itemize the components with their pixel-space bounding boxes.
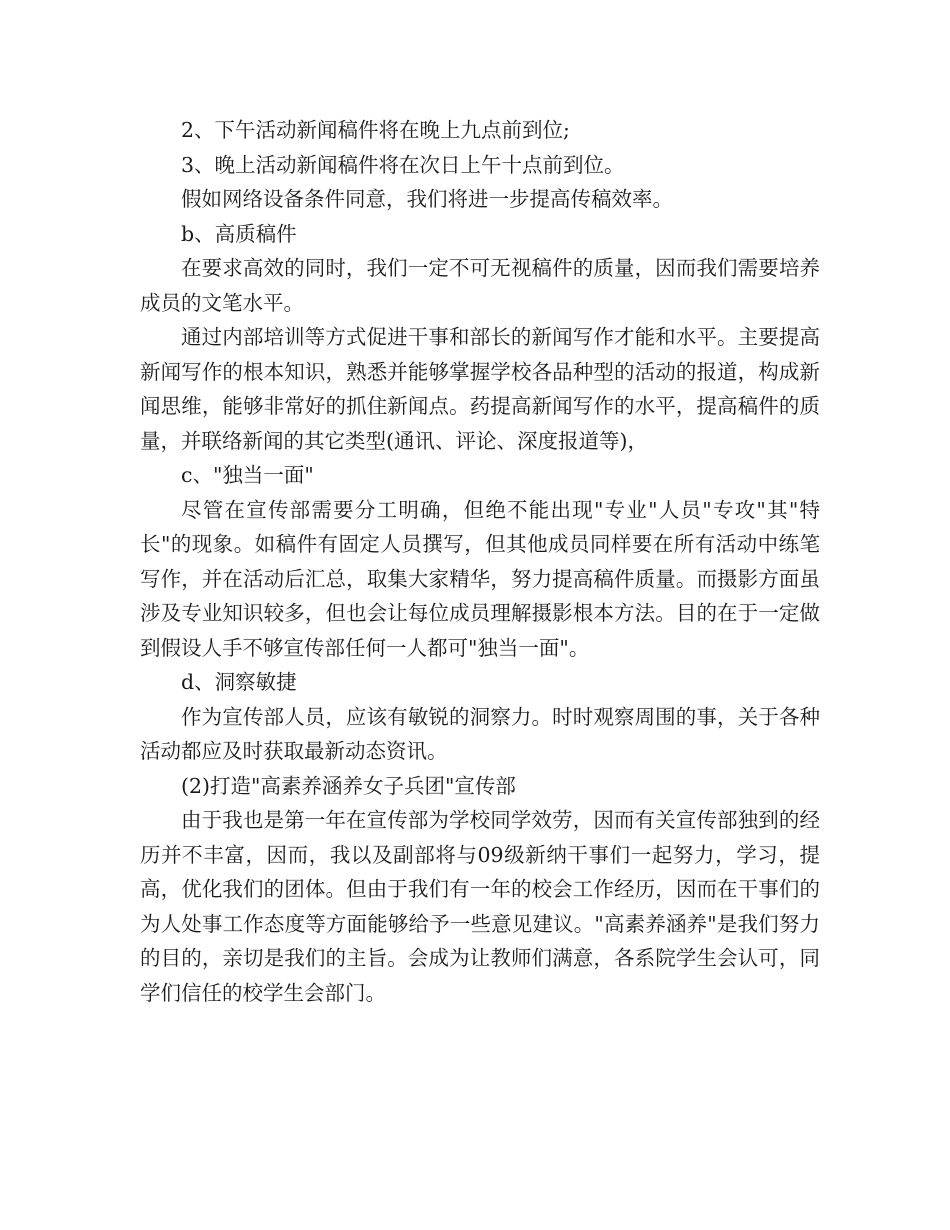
heading-insight: d、洞察敏捷 xyxy=(181,670,297,694)
paragraph-quality-requirement: 在要求高效的同时，我们一定不可无视稿件的质量，因而我们需要培养成员的文笔水平。 xyxy=(140,256,820,315)
heading-independent: c、"独当一面" xyxy=(181,463,314,487)
paragraph-insight: 作为宣传部人员，应该有敏锐的洞察力。时时观察周围的事，关于各种活动都应及时获取最新动态资讯。 xyxy=(140,704,820,763)
heading-build-department: (2)打造"高素养涵养女子兵团"宣传部 xyxy=(181,773,516,798)
paragraph-training: 通过内部培训等方式促进干事和部长的新闻写作才能和水平。主要提高新闻写作的根本知识，熟悉并能够掌握学校各品种型的活动的报道，构成新闻思维，能够非常好的抓住新闻点。药提高新闻写作的水平，提高稿件的质量，并联络新闻的其它类型(通讯、评论、深度报道等)， xyxy=(140,325,820,453)
paragraph-division-of-labor: 尽管在宣传部需要分工明确，但绝不能出现"专业"人员"专攻"其"特长"的现象。如稿件有固定人员撰写，但其他成员同样要在所有活动中练笔写作，并在活动后汇总，取集大家精华，努力提高稿件质量。而摄影方面虽涉及专业知识较多，但也会让每位成员理解摄影根本方法。目的在于一定做到假设人手不够宣传部任何一人都可"独当一面"。 xyxy=(140,497,820,660)
paragraph-evening-news: 3、晚上活动新闻稿件将在次日上午十点前到位。 xyxy=(181,152,625,177)
document-body xyxy=(140,113,820,1010)
paragraph-first-year: 由于我也是第一年在宣传部为学校同学效劳，因而有关宣传部独到的经历并不丰富，因而，我以及副部将与09级新纳干事们一起努力，学习，提高，优化我们的团体。但由于我们有一年的校会工作经历，因而在干事们的为人处事工作态度等方面能够给予一些意见建议。"高素养涵养"是我们努力的目的，亲切是我们的主旨。会成为让教师们满意，各系院学生会认可，同学们信任的校学生会部门。 xyxy=(140,808,820,1005)
paragraph-network-efficiency: 假如网络设备条件同意，我们将进一步提高传稿效率。 xyxy=(181,187,673,211)
paragraph-afternoon-news: 2、下午活动新闻稿件将在晚上九点前到位; xyxy=(181,118,570,142)
heading-high-quality: b、高质稿件 xyxy=(181,221,297,246)
